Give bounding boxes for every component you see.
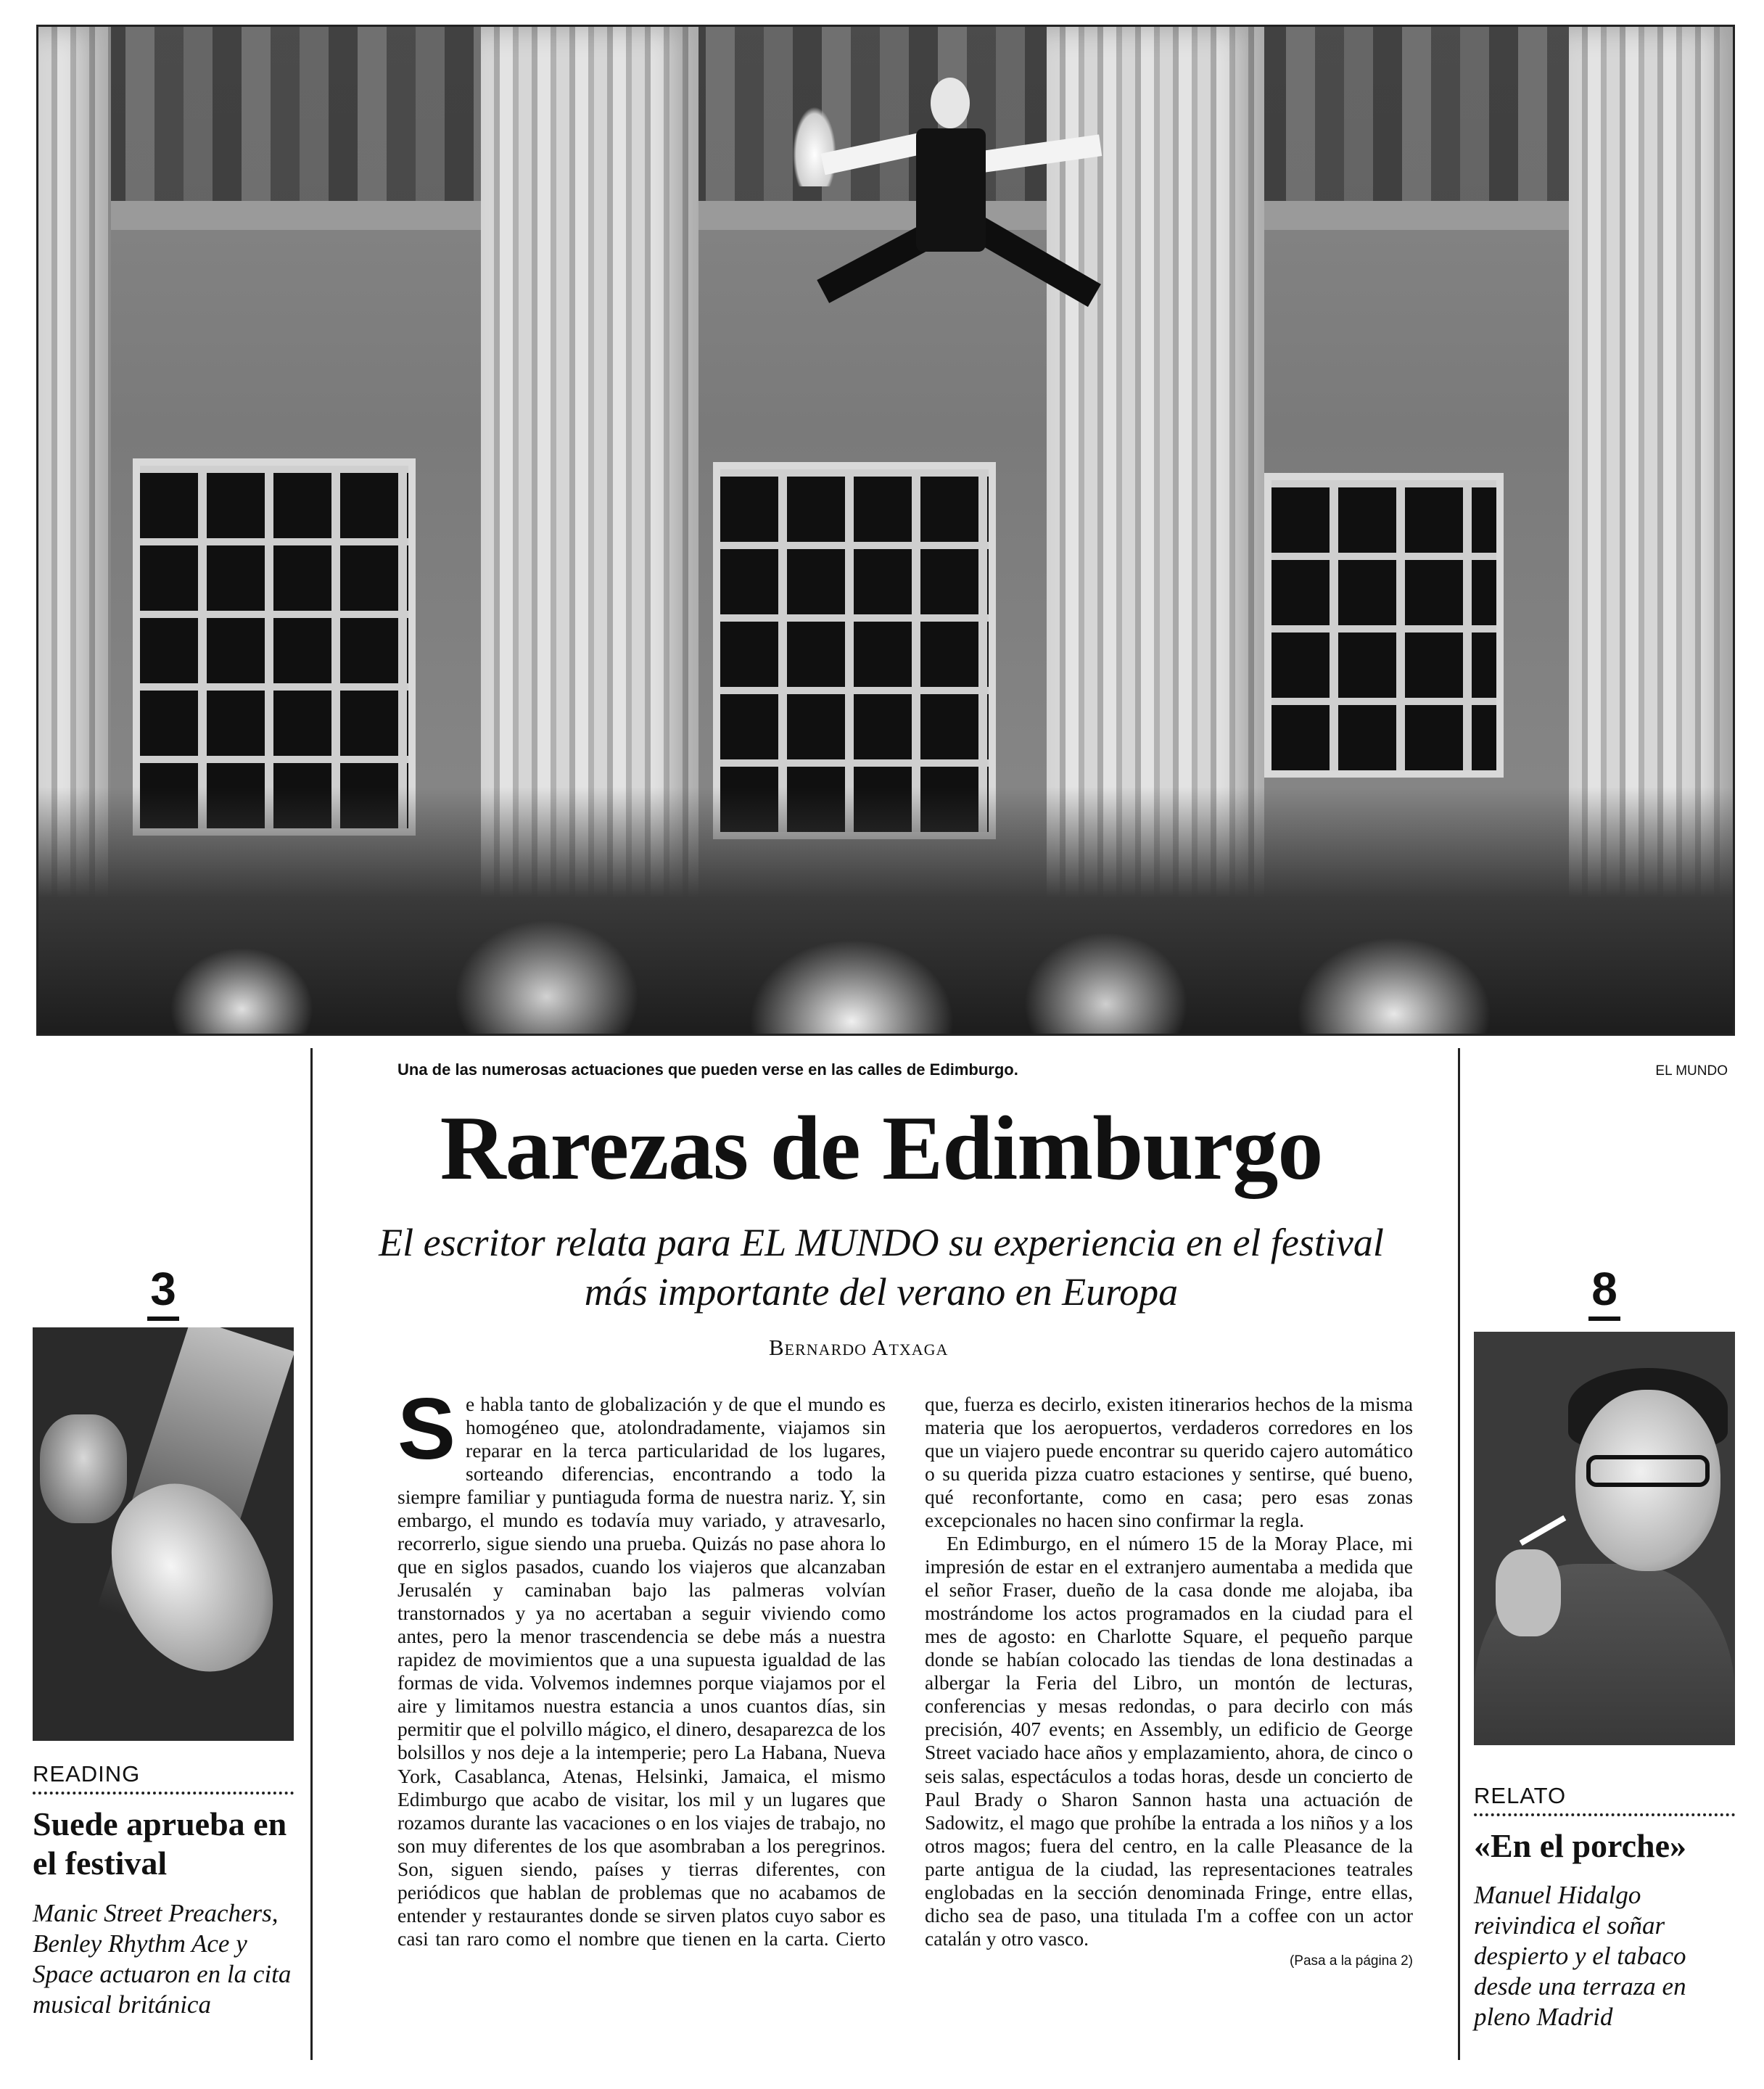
teaser-description: Manuel Hidalgo reivindica el soñar despierto y el tabaco desde una terraza en pleno Madrid	[1474, 1881, 1686, 2032]
page-number-rule	[1588, 1317, 1620, 1321]
torch-flame	[793, 107, 836, 186]
performer-vest	[916, 128, 986, 252]
window-left	[133, 458, 416, 836]
left-teaser-details[interactable]	[33, 1741, 294, 2020]
cigarette	[1520, 1515, 1567, 1546]
subhead: El escritor relata para EL MUNDO su experiencia en el festival más importante del verano en Europa	[379, 1221, 1384, 1314]
window-center	[713, 462, 996, 839]
section-label: RELATO	[1474, 1783, 1735, 1816]
crowd	[38, 787, 1733, 1034]
performer-arm	[977, 134, 1102, 173]
column-rule-left	[310, 1048, 313, 2060]
author-glasses	[1586, 1455, 1710, 1487]
page-number-rule	[147, 1317, 179, 1321]
article-body	[397, 1380, 1413, 2060]
page-number: 3	[150, 1263, 176, 1315]
right-teaser-photo-holder	[1474, 1332, 1735, 1745]
teaser-description: Manic Street Preachers, Benley Rhythm Ace y Space actuaron en la cita musical británica	[33, 1898, 292, 2019]
teaser-title[interactable]: «En el porche»	[1474, 1827, 1687, 1864]
right-teaser-details[interactable]	[1474, 1763, 1735, 2032]
continued-note[interactable]: (Pasa a la página 2)	[1289, 1953, 1413, 1969]
column-rule-right	[1458, 1048, 1460, 2060]
left-teaser-photo-holder	[33, 1327, 294, 1741]
window-right	[1264, 473, 1504, 778]
headline: Rarezas de Edimburgo	[440, 1098, 1323, 1199]
byline: Bernardo Atxaga	[769, 1335, 949, 1360]
page-number: 8	[1591, 1263, 1617, 1315]
singer-fist	[40, 1414, 127, 1523]
singer-photo	[33, 1327, 294, 1741]
article-paragraph-text: e habla tanto de globalización y de que el mundo es homogéneo que, atolondradamente, viajamos sin reparar en la terca particularidad de los lugares, sorteando diferencias, encontrando a todo la siempre familiar y puntiaguda forma de nuestra nariz. Y, sin embargo, el mundo es todavía muy variado, y atravesarlo, recorrerlo, sigue siendo una prueba. Quizás no pase ahora lo que en siglos pasados, cuando los viajeros que alcanzaban Jerusalén y caminaban bajo las palmeras volvían transtornados y ya no acertaban a seguir viviendo como antes, pero la menor trascendencia se debe más a nuestra rapidez de movimientos que a una supuesta igualdad de las formas de vida. Volvemos indemnes porque viajamos por el aire y limitamos nuestra estancia a unos cuantos días, sin permitir que el polvillo mágico, el dinero, desaparezca de los bolsillos y nos deje a la intemperie; pero La Habana, Nueva York, Casablanca, Atenas, Helsinki, Jamaica, el mismo Edimburgo que acabo de visitar, los mil y un lugares que rozamos durante las vacaciones o en los viajes de trabajo, no son muy diferentes de los que asombraban a los peregrinos. Son, siguen siendo, países y tierras diferentes, con periódicos que hablan de problemas que no acabamos de entender y restaurantes donde se sirven platos cuyo sabor es casi tan raro como el nombre que tienen en la carta. Cierto que, fuerza es decirlo, existen itinerarios hechos de la misma materia que los aeropuertos, verdaderos corredores en los que un viajero puede encontrar su querido cajero automático o su querida pizza cuatro estaciones y sentirse, qué bueno, qué reconfortante, como en casa; pero esas zonas excepcionales no hacen sino confirmar la regla.	[397, 1393, 1413, 1950]
author-hand	[1496, 1549, 1561, 1636]
right-teaser[interactable]	[1474, 1263, 1735, 1321]
left-teaser[interactable]	[33, 1263, 294, 1321]
section-label: READING	[33, 1761, 294, 1795]
photo-credit: EL MUNDO	[1655, 1063, 1728, 1079]
author-photo	[1474, 1332, 1735, 1745]
hero-photo	[36, 25, 1735, 1036]
drop-cap: S	[397, 1380, 456, 1478]
street-performer	[793, 63, 1097, 368]
photo-caption: Una de las numerosas actuaciones que pueden verse en las calles de Edimburgo.	[397, 1060, 1018, 1079]
performer-head	[931, 78, 970, 128]
teaser-title[interactable]: Suede aprueba en el festival	[33, 1805, 287, 1882]
article-paragraph: En Edimburgo, en el número 15 de la Moray Place, mi impresión de estar en el extranjero aumentaba a medida que el señor Fraser, dueño de la casa donde me alojaba, iba mostrándome los actos programados en la ciudad para el mes de agosto: en Charlotte Square, el pequeño parque donde se habían colocado las tiendas de lona destinadas a albergar la Feria del Libro, un montón de lecturas, conferencias y mesas redondas, o para decirlo con más precisión, 407 events; en Assembly, un edificio de George Street vaciado hace años y emplazamiento, ahora, de cinco o seis salas, espectáculos a todas horas, desde un concierto de Paul Brady o Sharon Sannon hasta una actuación de Sadowitz, el mago que prohíbe la entrada a los niños y a los otros magos; fuera del centro, en la calle Pleasance de la parte antigua de la ciudad, las representaciones teatrales englobadas en la sección denominada Fringe, entre ellas, dicho sea de paso, una titulada I'm a coffee con un actor catalán y otro vasco.	[925, 1532, 1413, 1950]
